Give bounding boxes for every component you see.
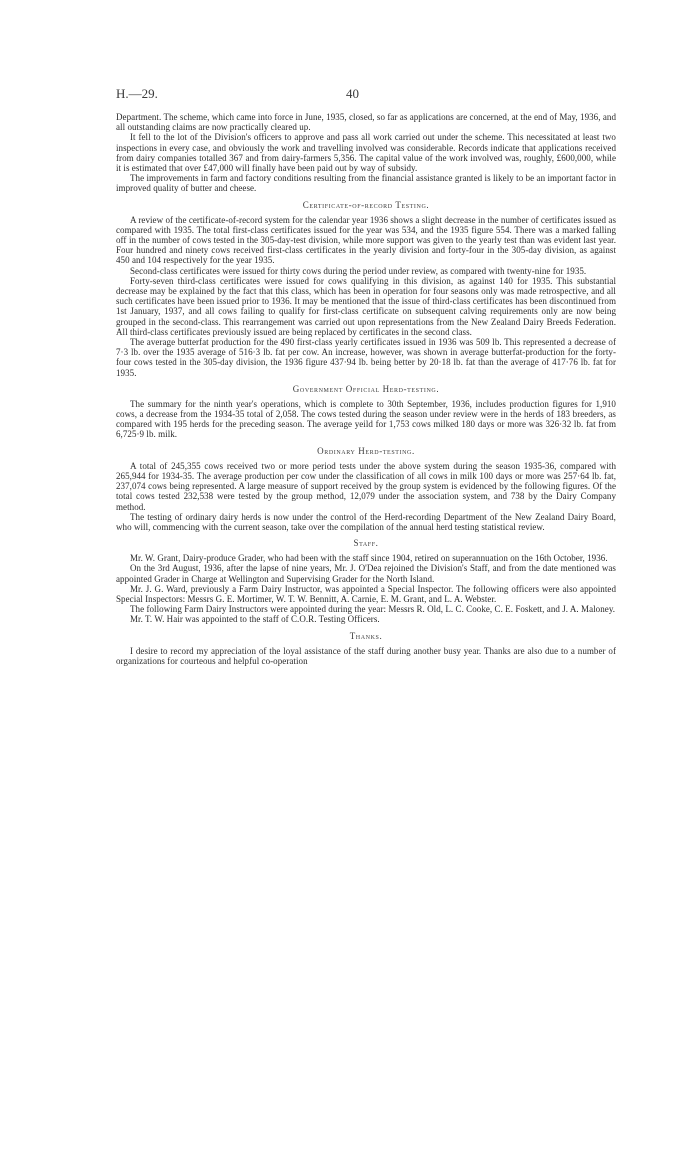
document-reference: H.—29. (116, 86, 158, 101)
ordinary-herd-testing-section (116, 446, 616, 532)
thanks-section (116, 631, 616, 666)
paragraph: The average butterfat production for the 490 first-class yearly certificates issued in 1936 was 509 lb. This represented a decrease of 7·3 lb. over the 1935 average of 516·3 lb. fat per cow. An increase, however, was shown in average butterfat-production for the forty-four cows tested in the 305-day division, the 1936 figure 437·94 lb. being better by 20·18 lb. fat than the average of 417·76 lb. fat for 1935. (116, 337, 616, 378)
certificate-of-record-section (116, 200, 616, 378)
paragraph: I desire to record my appreciation of the loyal assistance of the staff during another busy year. Thanks are also due to a number of organizations for courteous and helpful co-operation (116, 645, 616, 666)
paragraph: It fell to the lot of the Division's officers to approve and pass all work carried out under the scheme. This necessitated at least two inspections in every case, and obviously the work and travelling involved was considerable. Records indicate that applications received from dairy companies totalled 367 and from dairy-farmers 5,356. The capital value of the work involved was, roughly, £600,000, while it is estimated that over £47,000 will finally have been paid out by way of subsidy. (116, 132, 616, 174)
paragraph: The summary for the ninth year's operations, which is complete to 30th September, 1936, includes production figures for 1,910 cows, a decrease from the 1934-35 total of 2,058. The cows tested during the season under review were in the herds of 183 breeders, as compared with 195 herds for the preceding season. The average yeild for 1,753 cows milked 180 days or more was 326·32 lb. fat from 6,725·9 lb. milk. (116, 398, 616, 440)
paragraph: A review of the certificate-of-record system for the calendar year 1936 shows a slight decrease in the number of certificates issued as compared with 1935. The total first-class certificates issued for the year was 534, and the 1935 figure 554. There was a marked falling off in the number of cows tested in the 305-day-test division, while more support was given to the yearly test than was evident last year. Four hundred and ninety cows received first-class certificates in the yearly division and forty-four in the 305-day division, as against 450 and 104 respectively for the year 1935. (116, 214, 616, 266)
document-body (116, 112, 616, 666)
paragraph: A total of 245,355 cows received two or more period tests under the above system during the season 1935-36, compared with 265,944 for 1934-35. The average production per cow under the classification of all cows in milk 100 days or more was 257·64 lb. fat, 237,074 cows being represented. A large measure of support received by the group system is evidenced by the following figures. Of the total cows tested 232,538 were tested by the group method, 12,079 under the association system, and 738 by the Dairy Company method. (116, 460, 616, 512)
section-heading: Government Official Herd-testing. (292, 383, 440, 394)
section-heading: Ordinary Herd-testing. (317, 445, 415, 456)
paragraph: Mr. J. G. Ward, previously a Farm Dairy Instructor, was appointed a Special Inspector. The following officers were also appointed Special Inspectors: Messrs G. E. Mortimer, W. T. W. Bennitt, A. Carnie, E. M. Grant, and L. A. Webster. (116, 583, 616, 604)
paragraph: On the 3rd August, 1936, after the lapse of nine years, Mr. J. O'Dea rejoined the Division's Staff, and from the date mentioned was appointed Grader in Charge at Wellington and Supervising Grader for the North Island. (116, 563, 616, 584)
paragraph: Mr. T. W. Hair was appointed to the staff of C.O.R. Testing Officers. (130, 614, 380, 625)
paragraph: The following Farm Dairy Instructors were appointed during the year: Messrs R. Old, L. C. Cooke, C. E. Foskett, and J. A. Maloney. (130, 604, 616, 615)
paragraph: Department. The scheme, which came into force in June, 1935, closed, so far as applications are concerned, at the end of May, 1936, and all outstanding claims are now practically cleared up. (116, 112, 616, 133)
paragraph: Mr. W. Grant, Dairy-produce Grader, who had been with the staff since 1904, retired on superannuation on the 16th October, 1936. (130, 553, 608, 564)
paragraph: The testing of ordinary dairy herds is now under the control of the Herd-recording Department of the New Zealand Dairy Board, who will, commencing with the current season, take over the compilation of the annual herd testing statistical review. (116, 511, 616, 532)
paragraph: Forty-seven third-class certificates were issued for cows qualifying in this division, as against 140 for 1935. This substantial decrease may be explained by the fact that this class, which has been in operation for four seasons only was made retrospective, and all such certificates have been issued prior to 1936. It may be mentioned that the issue of third-class certificates has been discontinued from 1st January, 1937, and all cows failing to qualify for first-class certificate on subsequent calving requirements only are now being grouped in the second-class. This rearrangement was carried out upon representations from the New Zealand Dairy Breeds Federation. All third-class certificates previously issued are being replaced by certificates in the second class. (116, 275, 616, 337)
page-header (116, 86, 616, 102)
paragraph: The improvements in farm and factory conditions resulting from the financial assistance granted is likely to be an important factor in improved quality of butter and cheese. (116, 173, 616, 194)
intro-section (116, 112, 616, 194)
section-heading: Thanks. (349, 630, 383, 641)
government-herd-testing-section (116, 384, 616, 440)
staff-section (116, 538, 616, 624)
paragraph: Second-class certificates were issued for thirty cows during the period under review, as compared with twenty-nine for 1935. (130, 265, 587, 276)
section-heading: Certificate-of-record Testing. (302, 199, 430, 210)
page-number: 40 (346, 86, 359, 101)
section-heading: Staff. (353, 538, 379, 549)
